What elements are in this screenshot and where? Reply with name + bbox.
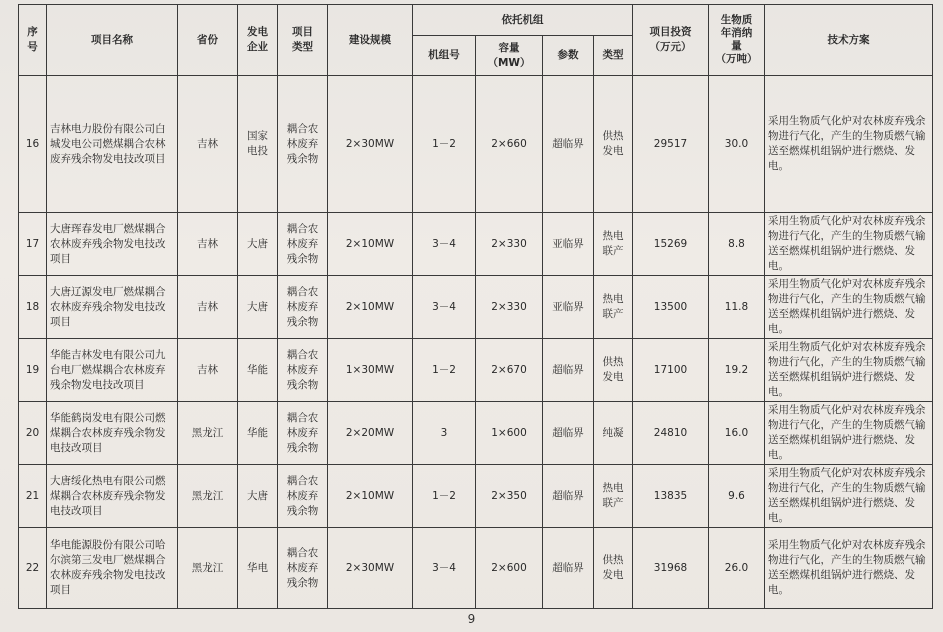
biomass-cell: 16.0	[709, 402, 765, 465]
tech-cell: 采用生物质气化炉对农林废弃残余物进行气化，产生的生物质燃气输送至燃煤机组锅炉进行燃烧、发电。	[765, 528, 933, 609]
project-type-cell: 耦合农 林废弃 残余物	[278, 528, 328, 609]
seq-cell: 21	[19, 465, 47, 528]
params-cell: 亚临界	[543, 213, 594, 276]
header-params: 参数	[543, 36, 594, 76]
page-number: 9	[467, 612, 476, 626]
biomass-cell: 26.0	[709, 528, 765, 609]
params-cell: 超临界	[543, 528, 594, 609]
company-cell: 国家 电投	[238, 76, 278, 213]
tech-cell: 采用生物质气化炉对农林废弃残余物进行气化，产生的生物质燃气输送至燃煤机组锅炉进行燃烧、发电。	[765, 465, 933, 528]
company-cell: 大唐	[238, 213, 278, 276]
header-row	[19, 5, 933, 36]
investment-cell: 15269	[633, 213, 709, 276]
project-table	[18, 4, 933, 609]
scale-cell: 2×30MW	[328, 76, 413, 213]
tech-cell: 采用生物质气化炉对农林废弃残余物进行气化，产生的生物质燃气输送至燃煤机组锅炉进行燃烧、发电。	[765, 276, 933, 339]
table-row	[19, 76, 933, 213]
params-cell: 亚临界	[543, 276, 594, 339]
capacity-cell: 2×660	[476, 76, 543, 213]
biomass-cell: 8.8	[709, 213, 765, 276]
capacity-cell: 1×600	[476, 402, 543, 465]
scale-cell: 2×10MW	[328, 465, 413, 528]
project-name-cell: 大唐辽源发电厂燃煤耦合农林废弃残余物发电技改项目	[47, 276, 178, 339]
province-cell: 吉林	[178, 76, 238, 213]
header-company: 发电 企业	[238, 5, 278, 76]
biomass-cell: 11.8	[709, 276, 765, 339]
province-cell: 吉林	[178, 276, 238, 339]
table-row	[19, 528, 933, 609]
scale-cell: 2×10MW	[328, 276, 413, 339]
tech-cell: 采用生物质气化炉对农林废弃残余物进行气化，产生的生物质燃气输送至燃煤机组锅炉进行燃烧、发电。	[765, 76, 933, 213]
project-type-cell: 耦合农 林废弃 残余物	[278, 465, 328, 528]
seq-cell: 19	[19, 339, 47, 402]
seq-cell: 16	[19, 76, 47, 213]
company-cell: 华能	[238, 339, 278, 402]
unit-type-cell: 热电 联产	[594, 465, 633, 528]
investment-cell: 17100	[633, 339, 709, 402]
investment-cell: 13500	[633, 276, 709, 339]
company-cell: 华电	[238, 528, 278, 609]
header-type: 项目 类型	[278, 5, 328, 76]
header-biomass: 生物质 年消纳 量 （万吨）	[709, 5, 765, 76]
province-cell: 黑龙江	[178, 528, 238, 609]
project-type-cell: 耦合农 林废弃 残余物	[278, 213, 328, 276]
province-cell: 黑龙江	[178, 465, 238, 528]
project-name-cell: 大唐珲春发电厂燃煤耦合农林废弃残余物发电技改项目	[47, 213, 178, 276]
header-capacity: 容量 （MW）	[476, 36, 543, 76]
biomass-cell: 30.0	[709, 76, 765, 213]
company-cell: 华能	[238, 402, 278, 465]
project-name-cell: 华电能源股份有限公司哈尔滨第三发电厂燃煤耦合农林废弃残余物发电技改项目	[47, 528, 178, 609]
investment-cell: 24810	[633, 402, 709, 465]
unit-no-cell: 1－2	[413, 76, 476, 213]
header-unit-type: 类型	[594, 36, 633, 76]
capacity-cell: 2×600	[476, 528, 543, 609]
tech-cell: 采用生物质气化炉对农林废弃残余物进行气化，产生的生物质燃气输送至燃煤机组锅炉进行燃烧、发电。	[765, 339, 933, 402]
unit-type-cell: 热电 联产	[594, 213, 633, 276]
company-cell: 大唐	[238, 465, 278, 528]
unit-no-cell: 1－2	[413, 465, 476, 528]
unit-no-cell: 3	[413, 402, 476, 465]
unit-type-cell: 供热 发电	[594, 528, 633, 609]
project-type-cell: 耦合农 林废弃 残余物	[278, 402, 328, 465]
biomass-cell: 19.2	[709, 339, 765, 402]
header-scale: 建设规模	[328, 5, 413, 76]
header-unit-group: 依托机组	[413, 5, 633, 36]
scale-cell: 2×10MW	[328, 213, 413, 276]
seq-cell: 22	[19, 528, 47, 609]
capacity-cell: 2×350	[476, 465, 543, 528]
seq-cell: 17	[19, 213, 47, 276]
header-seq: 序 号	[19, 5, 47, 76]
project-name-cell: 吉林电力股份有限公司白城发电公司燃煤耦合农林废弃残余物发电技改项目	[47, 76, 178, 213]
table-row	[19, 213, 933, 276]
unit-no-cell: 3－4	[413, 276, 476, 339]
unit-no-cell: 3－4	[413, 528, 476, 609]
params-cell: 超临界	[543, 76, 594, 213]
params-cell: 超临界	[543, 402, 594, 465]
params-cell: 超临界	[543, 339, 594, 402]
header-unit-no: 机组号	[413, 36, 476, 76]
params-cell: 超临界	[543, 465, 594, 528]
tech-cell: 采用生物质气化炉对农林废弃残余物进行气化，产生的生物质燃气输送至燃煤机组锅炉进行燃烧、发电。	[765, 213, 933, 276]
investment-cell: 29517	[633, 76, 709, 213]
seq-cell: 18	[19, 276, 47, 339]
scale-cell: 2×20MW	[328, 402, 413, 465]
unit-type-cell: 纯凝	[594, 402, 633, 465]
scale-cell: 1×30MW	[328, 339, 413, 402]
project-name-cell: 华能鹤岗发电有限公司燃煤耦合农林废弃残余物发电技改项目	[47, 402, 178, 465]
project-name-cell: 大唐绥化热电有限公司燃煤耦合农林废弃残余物发电技改项目	[47, 465, 178, 528]
project-type-cell: 耦合农 林废弃 残余物	[278, 339, 328, 402]
project-type-cell: 耦合农 林废弃 残余物	[278, 276, 328, 339]
project-type-cell: 耦合农 林废弃 残余物	[278, 76, 328, 213]
header-province: 省份	[178, 5, 238, 76]
header-investment: 项目投资 （万元）	[633, 5, 709, 76]
unit-no-cell: 3－4	[413, 213, 476, 276]
project-name-cell: 华能吉林发电有限公司九台电厂燃煤耦合农林废弃残余物发电技改项目	[47, 339, 178, 402]
unit-type-cell: 供热 发电	[594, 339, 633, 402]
province-cell: 吉林	[178, 213, 238, 276]
table-row	[19, 339, 933, 402]
header-tech: 技术方案	[765, 5, 933, 76]
biomass-cell: 9.6	[709, 465, 765, 528]
table-row	[19, 276, 933, 339]
unit-no-cell: 1－2	[413, 339, 476, 402]
table-row	[19, 465, 933, 528]
scale-cell: 2×30MW	[328, 528, 413, 609]
capacity-cell: 2×330	[476, 213, 543, 276]
seq-cell: 20	[19, 402, 47, 465]
tech-cell: 采用生物质气化炉对农林废弃残余物进行气化，产生的生物质燃气输送至燃煤机组锅炉进行燃烧、发电。	[765, 402, 933, 465]
capacity-cell: 2×670	[476, 339, 543, 402]
table-row	[19, 402, 933, 465]
header-name: 项目名称	[47, 5, 178, 76]
unit-type-cell: 供热 发电	[594, 76, 633, 213]
unit-type-cell: 热电 联产	[594, 276, 633, 339]
investment-cell: 31968	[633, 528, 709, 609]
province-cell: 吉林	[178, 339, 238, 402]
company-cell: 大唐	[238, 276, 278, 339]
province-cell: 黑龙江	[178, 402, 238, 465]
capacity-cell: 2×330	[476, 276, 543, 339]
investment-cell: 13835	[633, 465, 709, 528]
